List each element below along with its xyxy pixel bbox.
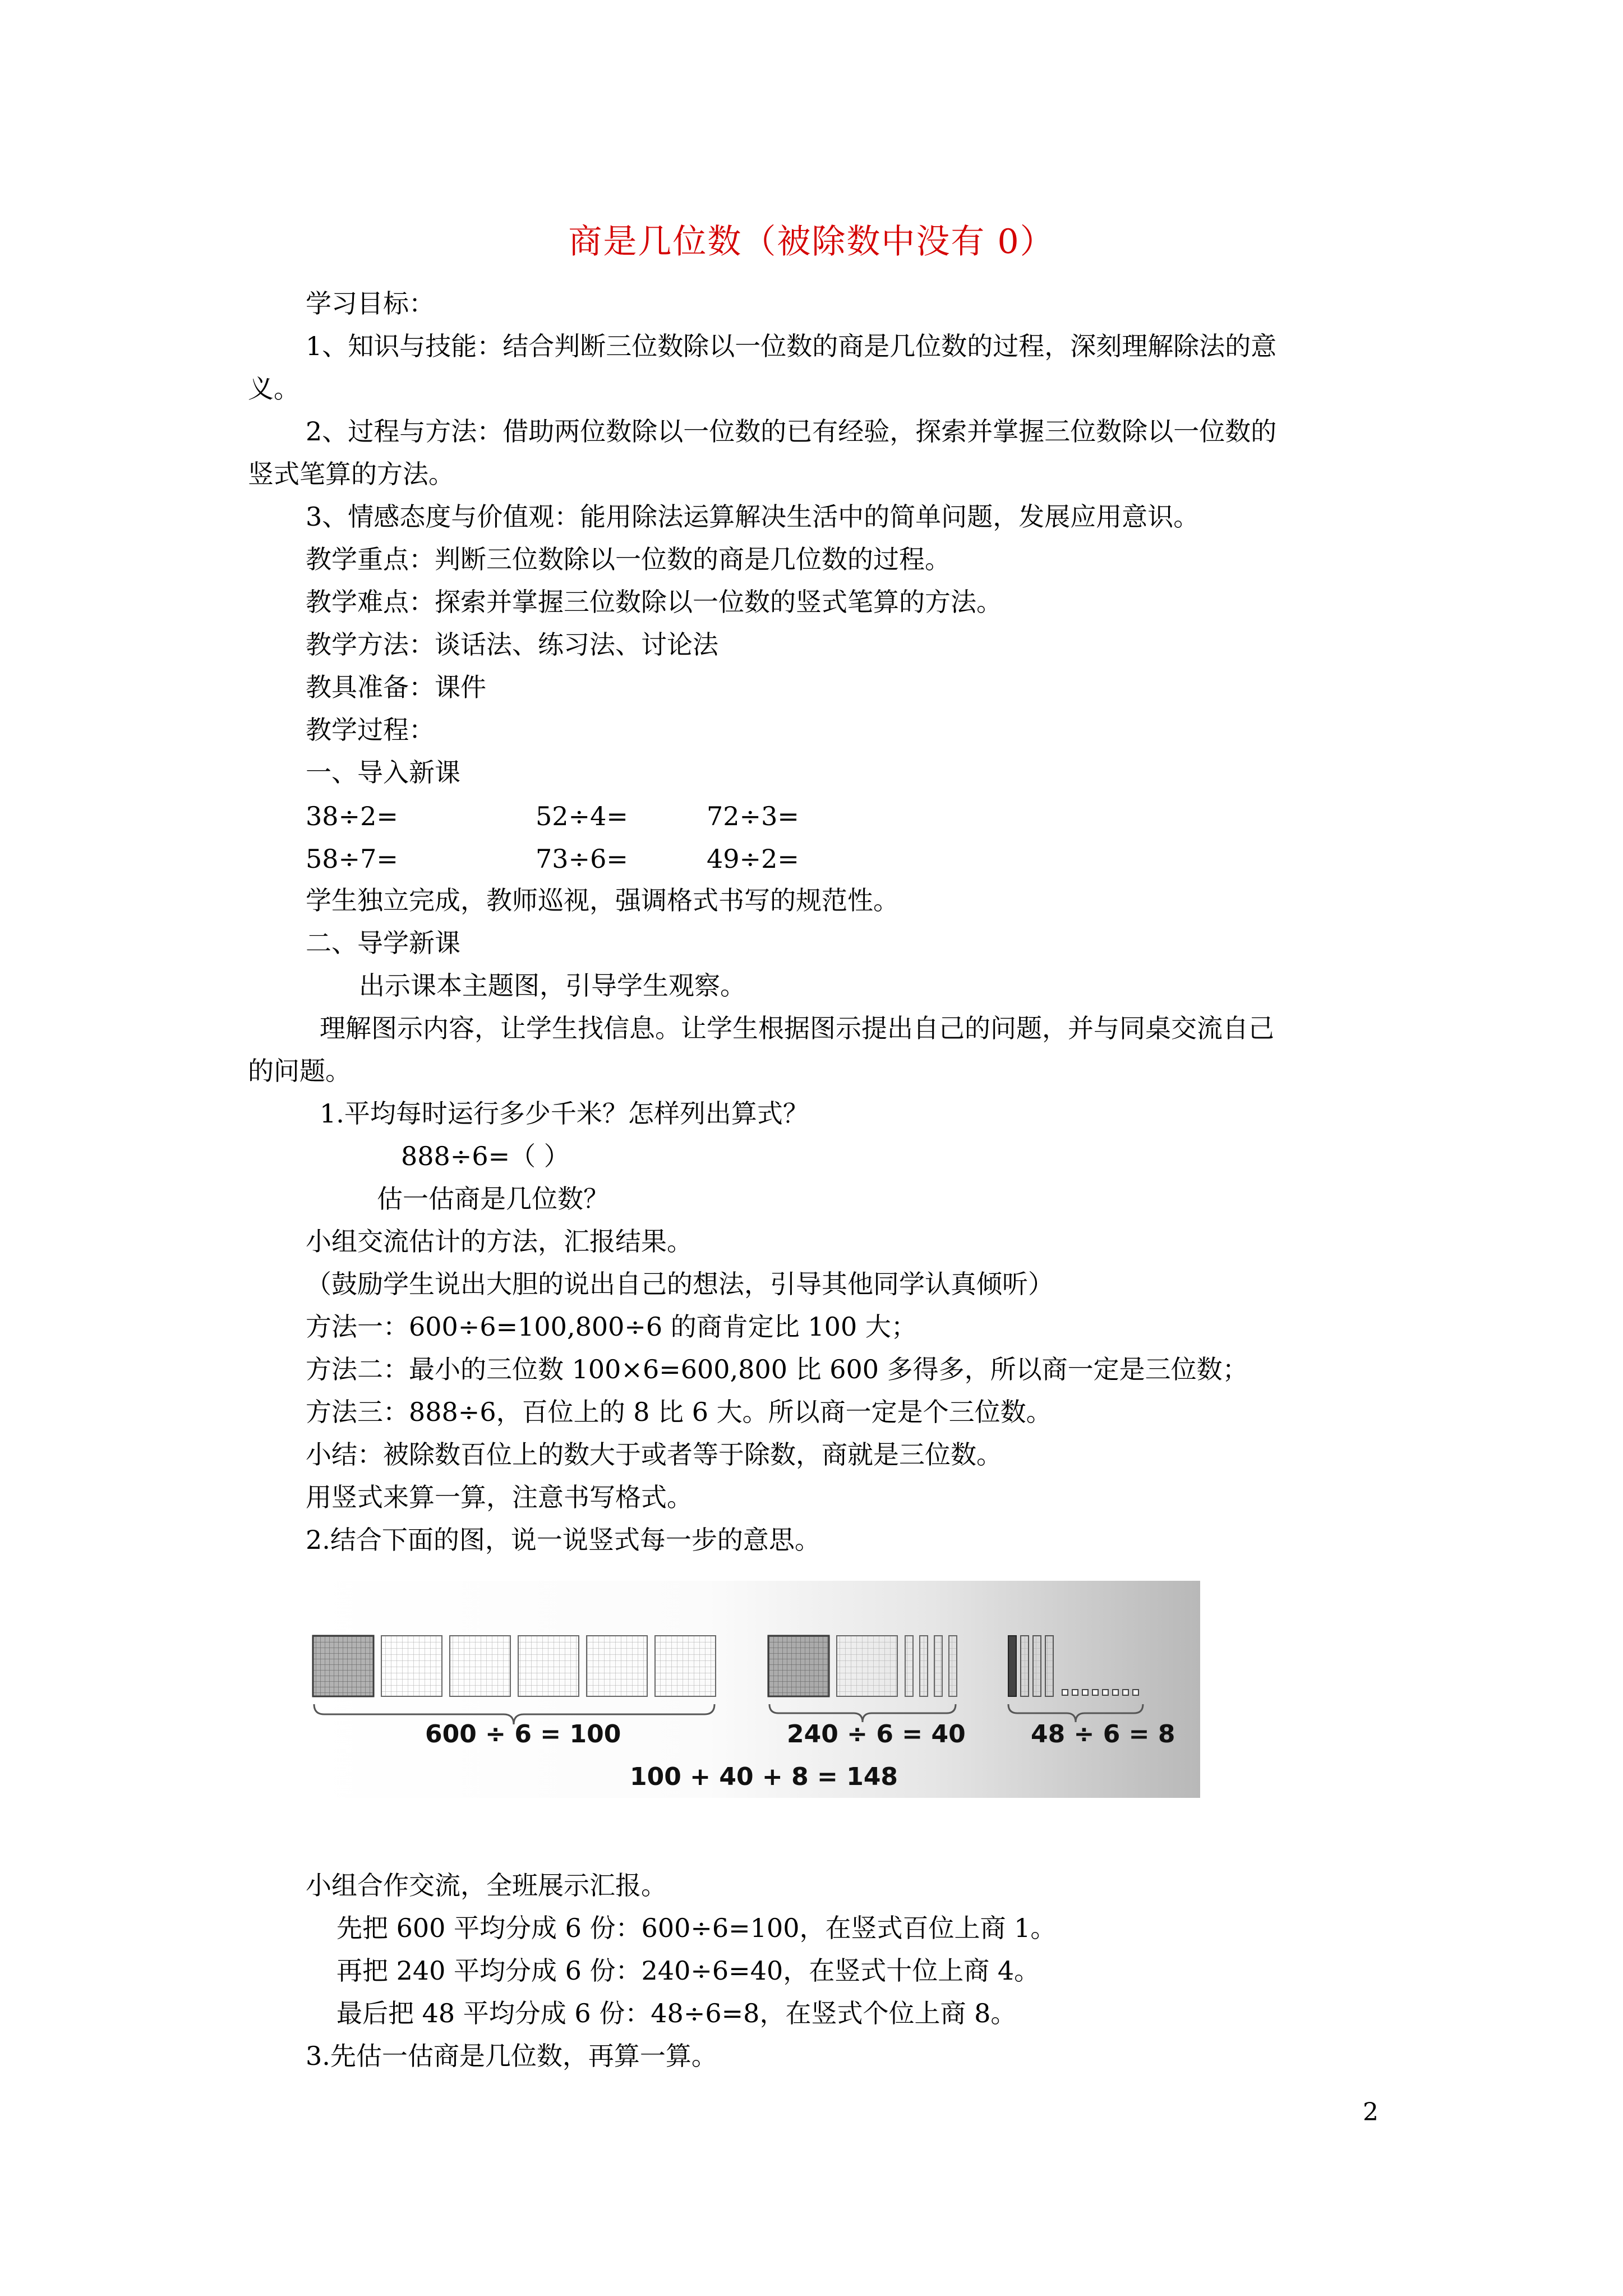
document-title: 商是几位数（被除数中没有 0） <box>568 222 1055 261</box>
method-3: 方法三：888÷6，百位上的 8 比 6 大。所以商一定是个三位数。 <box>306 1397 1052 1427</box>
objective-1-line-2: 义。 <box>248 374 299 404</box>
division-illustration <box>307 1581 1200 1798</box>
method-1: 方法一：600÷6=100,800÷6 的商肯定比 100 大； <box>306 1312 917 1342</box>
page-number: 2 <box>1363 2098 1378 2127</box>
section-2-heading: 二、导学新课 <box>306 928 460 958</box>
equation-48-div-6: 48 ÷ 6 = 8 <box>1031 1720 1175 1749</box>
objective-2-line-2: 竖式笔算的方法。 <box>248 459 454 489</box>
calc-item: 49÷2= <box>707 844 799 874</box>
difficult-point: 教学难点：探索并掌握三位数除以一位数的竖式笔算的方法。 <box>306 587 1002 617</box>
step-3: 最后把 48 平均分成 6 份：48÷6=8，在竖式个位上商 8。 <box>336 1998 1017 2028</box>
objective-2-line-1: 2、过程与方法：借助两位数除以一位数的已有经验，探索并掌握三位数除以一位数的 <box>306 416 1277 447</box>
calc-item: 72÷3= <box>707 801 799 831</box>
calc-item: 58÷7= <box>306 844 398 874</box>
vertical-calc-note: 用竖式来算一算，注意书写格式。 <box>306 1482 693 1512</box>
calc-item: 73÷6= <box>536 844 628 874</box>
understand-line-2: 的问题。 <box>248 1056 351 1086</box>
question-1-formula: 888÷6=（ ） <box>401 1141 570 1171</box>
equation-total: 100 + 40 + 8 = 148 <box>630 1763 898 1791</box>
teaching-methods: 教学方法：谈话法、练习法、讨论法 <box>306 629 718 660</box>
group-cooperation-note: 小组合作交流，全班展示汇报。 <box>306 1870 667 1901</box>
question-3: 3.先估一估商是几位数，再算一算。 <box>306 2041 717 2071</box>
question-1: 1.平均每时运行多少千米？怎样列出算式？ <box>320 1098 809 1129</box>
method-2: 方法二：最小的三位数 100×6=600,800 比 600 多得多，所以商一定是三位数； <box>306 1354 1248 1384</box>
step-2: 再把 240 平均分成 6 份：240÷6=40，在竖式十位上商 4。 <box>336 1955 1040 1986</box>
equation-240-div-6: 240 ÷ 6 = 40 <box>787 1720 966 1749</box>
calc-item: 52÷4= <box>536 801 628 831</box>
understand-line-1: 理解图示内容，让学生找信息。让学生根据图示提出自己的问题，并与同桌交流自己 <box>320 1013 1274 1043</box>
show-picture-note: 出示课本主题图，引导学生观察。 <box>359 970 746 1001</box>
question-2: 2.结合下面的图，说一说竖式每一步的意思。 <box>306 1525 820 1555</box>
summary: 小结：被除数百位上的数大于或者等于除数，商就是三位数。 <box>306 1439 1002 1470</box>
independent-work-note: 学生独立完成，教师巡视，强调格式书写的规范性。 <box>306 885 899 915</box>
step-1: 先把 600 平均分成 6 份：600÷6=100，在竖式百位上商 1。 <box>336 1913 1057 1943</box>
equation-600-div-6: 600 ÷ 6 = 100 <box>425 1720 621 1749</box>
estimate-prompt: 估一估商是几位数？ <box>377 1184 609 1214</box>
objective-1-line-1: 1、知识与技能：结合判断三位数除以一位数的商是几位数的过程，深刻理解除法的意 <box>306 331 1277 361</box>
objectives-heading: 学习目标： <box>306 288 435 319</box>
key-point: 教学重点：判断三位数除以一位数的商是几位数的过程。 <box>306 544 951 574</box>
teaching-tools: 教具准备：课件 <box>306 672 486 702</box>
calc-item: 38÷2= <box>306 801 398 831</box>
section-1-heading: 一、导入新课 <box>306 757 460 788</box>
group-exchange-note: 小组交流估计的方法，汇报结果。 <box>306 1226 693 1257</box>
objective-3: 3、情感态度与价值观：能用除法运算解决生活中的简单问题，发展应用意识。 <box>306 501 1200 532</box>
encourage-note: （鼓励学生说出大胆的说出自己的想法，引导其他同学认真倾听） <box>306 1269 1054 1299</box>
teaching-process-heading: 教学过程： <box>306 715 435 745</box>
